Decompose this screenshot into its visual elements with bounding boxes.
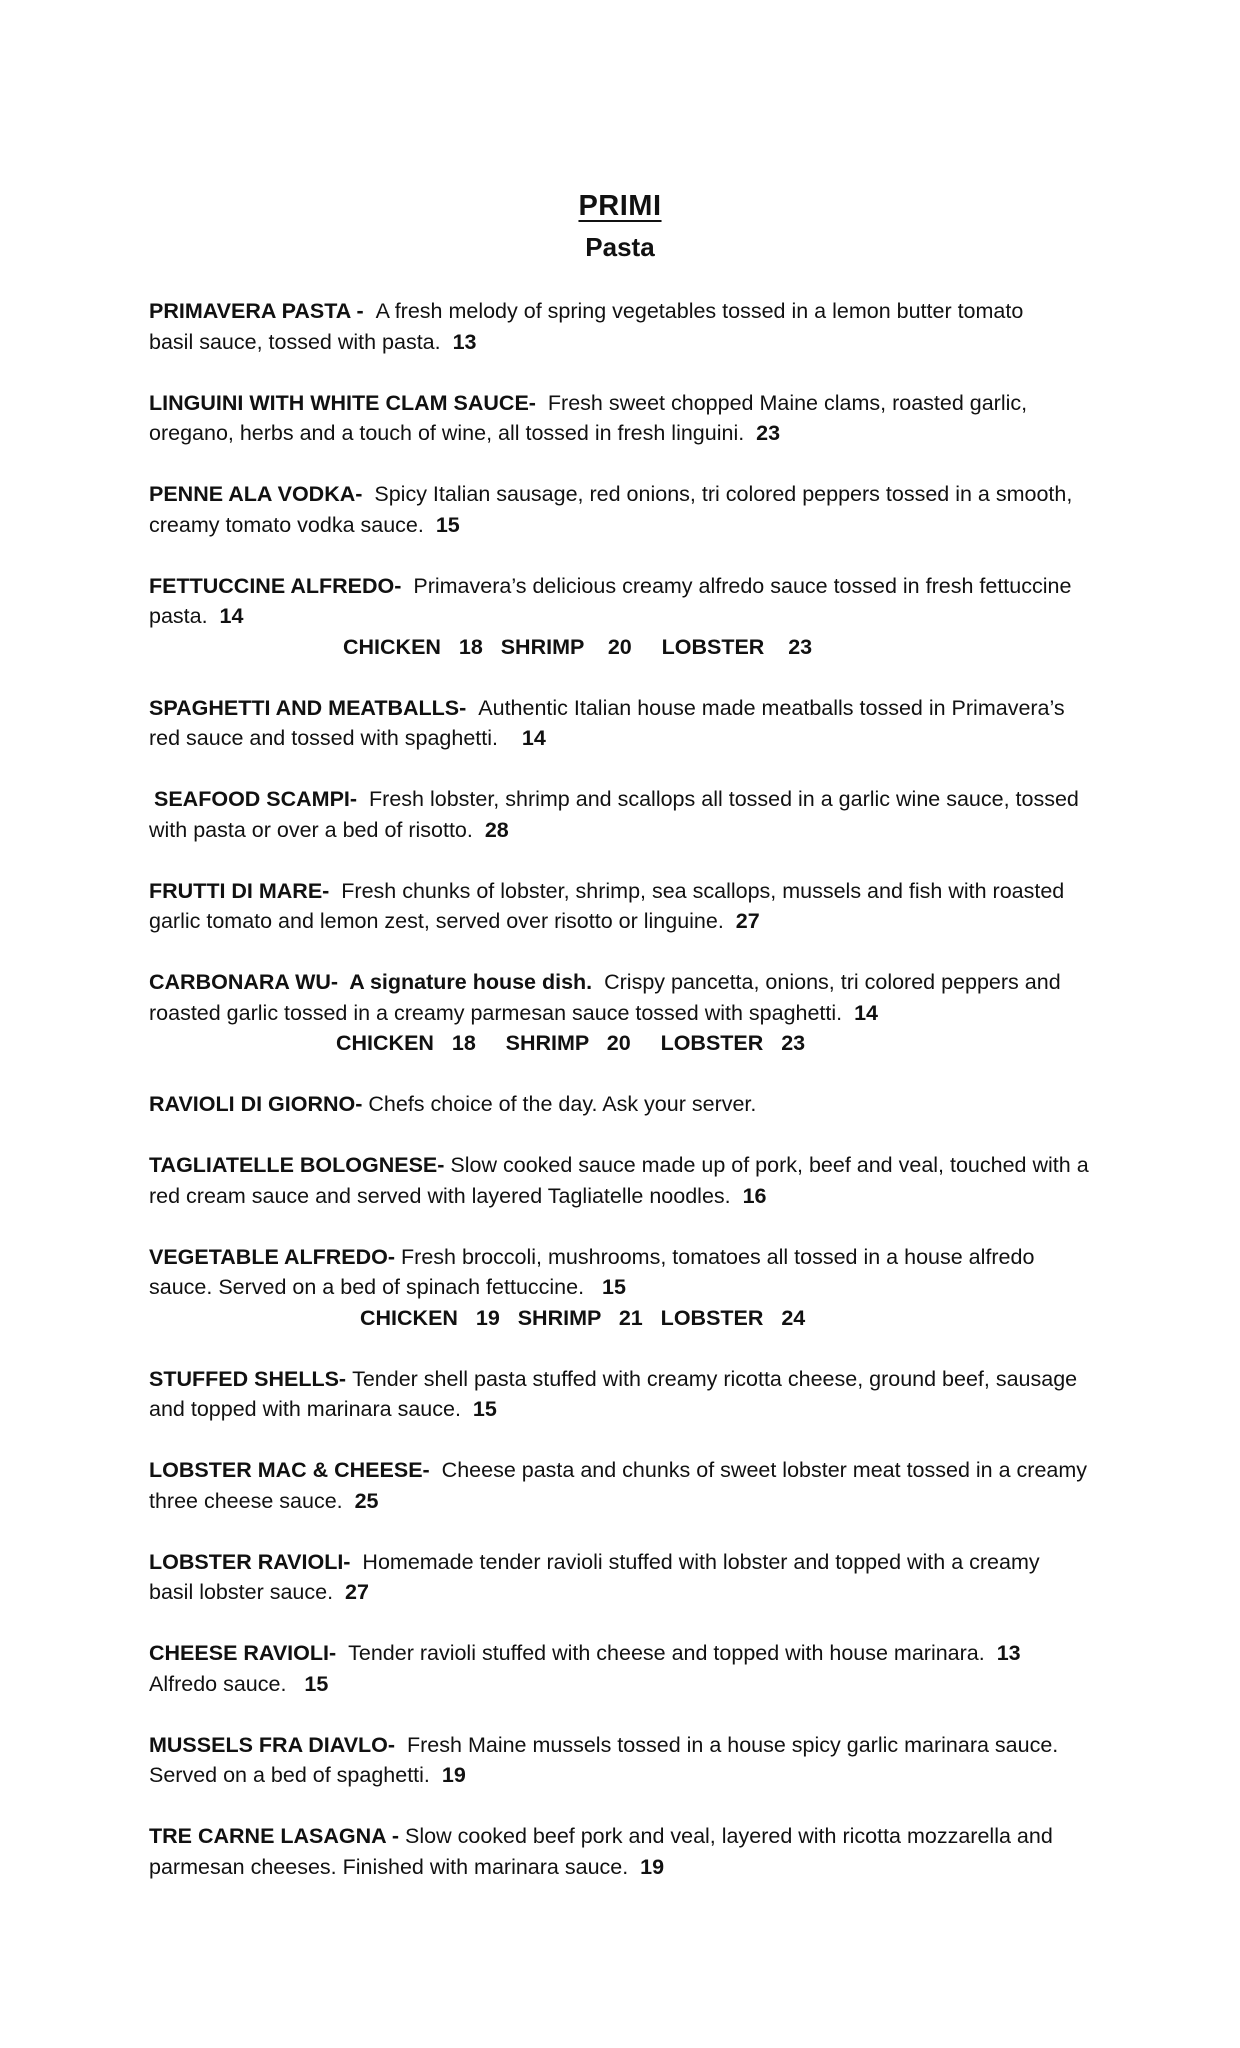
menu-item — [149, 296, 1109, 357]
item-name: VEGETABLE ALFREDO- — [149, 1244, 396, 1269]
item-description: Homemade tender ravioli stuffed with lobster and topped with a creamy — [362, 1549, 1040, 1574]
item-name: RAVIOLI DI GIORNO- — [149, 1092, 363, 1116]
item-price: 19 — [441, 1763, 466, 1787]
item-name: SPAGHETTI AND MEATBALLS- — [149, 695, 467, 720]
item-description: Spicy Italian sausage, red onions, tri colored peppers tossed in a smooth, — [374, 482, 1073, 506]
item-name: CHEESE RAVIOLI- — [149, 1641, 337, 1665]
item-description: red sauce and tossed with spaghetti. — [149, 726, 498, 750]
item-addons: CHICKEN 19 SHRIMP 21 LOBSTER 24 — [360, 1305, 806, 1330]
menu-item — [149, 693, 1109, 754]
item-description: red cream sauce and served with layered Tagliatelle noodles. — [149, 1183, 731, 1208]
item-description: Chefs choice of the day. Ask your server. — [368, 1092, 757, 1116]
item-price: 16 — [742, 1183, 767, 1208]
item-name: LOBSTER MAC & CHEESE- — [149, 1458, 430, 1482]
menu-items — [149, 296, 1109, 1913]
item-name: STUFFED SHELLS- — [149, 1366, 347, 1391]
item-price: 19 — [640, 1854, 665, 1879]
item-description: basil lobster sauce. — [149, 1580, 334, 1604]
item-description: garlic tomato and lemon zest, served over risotto or linguine. — [149, 909, 724, 933]
menu-item — [149, 1730, 1109, 1791]
page-title: PRIMI — [578, 190, 662, 222]
item-name: FRUTTI DI MARE- — [149, 878, 330, 903]
item-name: TRE CARNE LASAGNA - — [149, 1824, 400, 1848]
menu-item — [149, 1089, 1109, 1120]
item-description: Tender ravioli stuffed with cheese and topped with house marinara. — [348, 1641, 985, 1665]
item-description: Primavera’s delicious creamy alfredo sauce tossed in fresh fettuccine — [413, 573, 1072, 598]
item-name: SEAFOOD SCAMPI- — [154, 787, 358, 811]
item-description: Fresh sweet chopped Maine clams, roasted garlic, — [547, 390, 1028, 415]
menu-item — [149, 1364, 1109, 1425]
item-description: creamy tomato vodka sauce. — [149, 512, 424, 537]
item-description: Fresh lobster, shrimp and scallops all tossed in a garlic wine sauce, tossed — [369, 787, 1079, 811]
item-description: Fresh chunks of lobster, shrimp, sea scallops, mussels and fish with roasted — [341, 878, 1065, 903]
menu-item — [149, 1455, 1109, 1516]
menu-item — [149, 876, 1109, 937]
item-name: FETTUCCINE ALFREDO- — [149, 573, 402, 598]
section-subtitle: Pasta — [585, 232, 655, 262]
item-name: CARBONARA WU- — [149, 970, 339, 994]
menu-item — [149, 967, 1109, 1059]
item-description: pasta. — [149, 604, 208, 628]
item-price: 15 — [601, 1275, 626, 1299]
item-description: Fresh broccoli, mushrooms, tomatoes all tossed in a house alfredo — [401, 1244, 1035, 1269]
item-description: Fresh Maine mussels tossed in a house spicy garlic marinara sauce. — [407, 1732, 1059, 1757]
item-price: 28 — [484, 817, 509, 842]
item-description: Authentic Italian house made meatballs tossed in Primavera’s — [478, 695, 1065, 720]
item-price: 15 — [435, 512, 460, 537]
item-description: basil sauce, tossed with pasta. — [149, 329, 441, 354]
item-price: 27 — [345, 1580, 369, 1604]
menu-item — [149, 388, 1109, 449]
menu-item — [149, 1638, 1109, 1699]
item-price: 23 — [756, 421, 781, 445]
item-addons: CHICKEN 18 SHRIMP 20 LOBSTER 23 — [336, 1031, 806, 1055]
item-name: PRIMAVERA PASTA - — [149, 299, 364, 323]
item-name: MUSSELS FRA DIAVLO- — [149, 1732, 396, 1757]
item-name: LOBSTER RAVIOLI- — [149, 1549, 351, 1574]
item-description: roasted garlic tossed in a creamy parmesan sauce tossed with spaghetti. — [149, 1000, 843, 1025]
item-description: Cheese pasta and chunks of sweet lobster meat tossed in a creamy — [441, 1458, 1088, 1482]
item-description: sauce. Served on a bed of spinach fettuccine. — [149, 1275, 585, 1299]
item-description: Slow cooked sauce made up of pork, beef and veal, touched with a — [450, 1153, 1089, 1177]
item-price: 13 — [996, 1641, 1021, 1665]
item-name: TAGLIATELLE BOLOGNESE- — [149, 1153, 445, 1177]
menu-item — [149, 1242, 1109, 1334]
item-price: 14 — [521, 726, 546, 750]
item-price: 14 — [854, 1000, 879, 1025]
item-price: 25 — [354, 1488, 379, 1513]
item-price: 15 — [304, 1671, 329, 1696]
item-addons: CHICKEN 18 SHRIMP 20 LOBSTER 23 — [343, 634, 813, 659]
menu-item — [149, 1821, 1109, 1882]
item-price: 13 — [452, 329, 477, 354]
item-name: PENNE ALA VODKA- — [149, 482, 363, 506]
item-price: 27 — [735, 909, 760, 933]
item-description: Served on a bed of spaghetti. — [149, 1763, 430, 1787]
item-price: 14 — [219, 604, 244, 628]
item-description: Tender shell pasta stuffed with creamy ricotta cheese, ground beef, sausage — [352, 1366, 1078, 1391]
item-description: with pasta or over a bed of risotto. — [149, 817, 473, 842]
item-description: oregano, herbs and a touch of wine, all tossed in fresh linguini. — [149, 421, 745, 445]
menu-item — [149, 1150, 1109, 1211]
menu-item — [149, 1547, 1109, 1608]
item-description: Crispy pancetta, onions, tri colored peppers and — [604, 970, 1061, 994]
item-name: LINGUINI WITH WHITE CLAM SAUCE- — [149, 390, 536, 415]
item-emphasis: A signature house dish. — [349, 970, 593, 994]
menu-item — [149, 784, 1109, 845]
item-description: Alfredo sauce. — [149, 1671, 287, 1696]
item-price: 15 — [472, 1397, 497, 1421]
item-description: three cheese sauce. — [149, 1488, 343, 1513]
item-description: and topped with marinara sauce. — [149, 1397, 461, 1421]
item-description: Slow cooked beef pork and veal, layered with ricotta mozzarella and — [405, 1824, 1053, 1848]
menu-item — [149, 571, 1109, 663]
item-description: parmesan cheeses. Finished with marinara sauce. — [149, 1854, 629, 1879]
menu-item — [149, 479, 1109, 540]
item-description: A fresh melody of spring vegetables tossed in a lemon butter tomato — [375, 299, 1024, 323]
